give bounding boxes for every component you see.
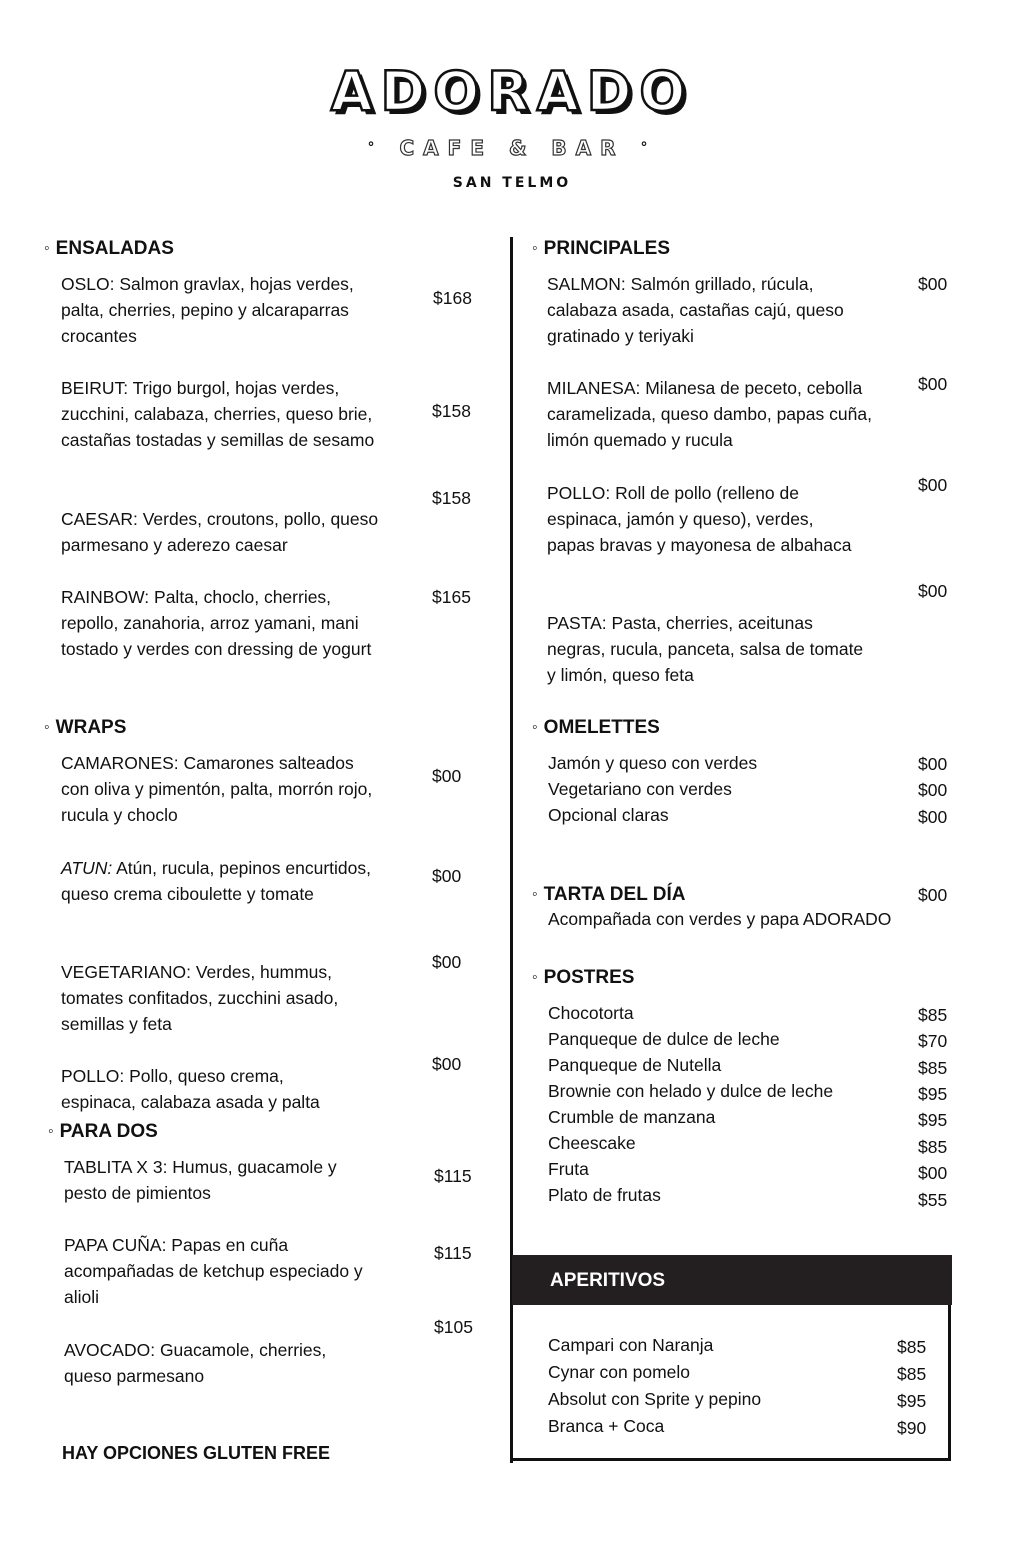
omelette-item: Opcional claras: [548, 805, 669, 825]
aperitivo-item: Campari con Naranja: [548, 1335, 714, 1355]
location: SAN TELMO: [452, 175, 572, 191]
menu-item-pasta: PASTA: Pasta, cherries, aceitunas negras, rucula, panceta, salsa de tomate y limón, queso feta: [547, 613, 864, 685]
menu-item-atun: ATUN: Atún, rucula, pepinos encurtidos, queso crema ciboulette y tomate: [61, 858, 371, 904]
omelette-price: $00: [918, 807, 948, 827]
price-milanesa: $00: [918, 374, 948, 394]
tarta-price: $00: [918, 885, 948, 905]
price-oslo: $168: [433, 288, 472, 308]
aperitivo-price: $95: [897, 1391, 927, 1411]
dessert-item: Panqueque de Nutella: [548, 1055, 722, 1075]
dessert-item: Fruta: [548, 1159, 589, 1179]
price-pasta: $00: [918, 581, 948, 601]
aperitivo-item: Branca + Coca: [548, 1416, 665, 1436]
dessert-price: $85: [918, 1137, 948, 1157]
tarta-description: Acompañada con verdes y papa ADORADO: [548, 909, 892, 929]
menu-item-camarones: CAMARONES: Camarones salteados con oliva y pimentón, palta, morrón rojo, rucula y choclo: [61, 753, 373, 825]
dessert-price: $85: [918, 1005, 948, 1025]
dessert-item: Brownie con helado y dulce de leche: [548, 1081, 834, 1101]
price-caesar: $158: [432, 488, 471, 508]
dessert-price: $70: [918, 1031, 948, 1051]
menu-item-milanesa: MILANESA: Milanesa de peceto, cebolla caramelizada, queso dambo, papas cuña, limón quemado y rucula: [547, 378, 872, 450]
menu-item-caesar: CAESAR: Verdes, croutons, pollo, queso parmesano y aderezo caesar: [61, 509, 379, 555]
aperitivo-item: Cynar con pomelo: [548, 1362, 691, 1382]
dessert-item: Chocotorta: [548, 1003, 634, 1023]
dessert-item: Panqueque de dulce de leche: [548, 1029, 780, 1049]
bullet-icon: ◦: [48, 1123, 54, 1140]
section-heading-tarta: ◦ TARTA DEL DÍA: [532, 884, 686, 905]
brand-logo: ADORADO: [330, 60, 694, 123]
section-heading-ensaladas: ◦ ENSALADAS: [44, 238, 174, 259]
tagline-dot-left: °: [367, 140, 384, 156]
price-vegetariano: $00: [432, 952, 462, 972]
aperitivo-item: Absolut con Sprite y pepino: [548, 1389, 762, 1409]
menu-item-vegetariano: VEGETARIANO: Verdes, hummus, tomates confitados, zucchini asado, semillas y feta: [61, 962, 339, 1034]
section-heading-postres: ◦ POSTRES: [532, 967, 635, 988]
dessert-price: $95: [918, 1084, 948, 1104]
menu-item-avocado: AVOCADO: Guacamole, cherries, queso parmesano: [64, 1340, 327, 1386]
price-beirut: $158: [432, 401, 471, 421]
price-papa-cuna: $115: [434, 1243, 472, 1263]
gluten-free-note: HAY OPCIONES GLUTEN FREE: [62, 1443, 331, 1463]
omelette-price: $00: [918, 780, 948, 800]
menu-item-pollo-wrap: POLLO: Pollo, queso crema, espinaca, calabaza asada y palta: [61, 1066, 320, 1112]
menu-item-rainbow: RAINBOW: Palta, choclo, cherries, repollo, zanahoria, arroz yamani, mani tostado y verdes con dressing de yogurt: [61, 587, 372, 659]
bullet-icon: ◦: [44, 719, 50, 736]
dessert-item: Crumble de manzana: [548, 1107, 716, 1127]
tagline-dot-right: °: [640, 140, 657, 156]
bullet-icon: ◦: [532, 240, 538, 257]
menu-item-salmon: SALMON: Salmón grillado, rúcula, calabaza asada, castañas cajú, queso gratinado y teriyaki: [547, 274, 844, 346]
menu-item-pollo-principal: POLLO: Roll de pollo (relleno de espinaca, jamón y queso), verdes, papas bravas y mayonesa de albahaca: [547, 483, 852, 555]
price-rainbow: $165: [432, 587, 471, 607]
menu-item-papa-cuna: PAPA CUÑA: Papas en cuña acompañadas de ketchup especiado y alioli: [64, 1235, 363, 1307]
tagline-text: CAFE & BAR: [399, 136, 625, 160]
price-atun: $00: [432, 866, 462, 886]
dessert-item: Cheescake: [548, 1133, 636, 1153]
price-avocado: $105: [434, 1317, 473, 1337]
omelette-item: Vegetariano con verdes: [548, 779, 732, 799]
section-heading-wraps: ◦ WRAPS: [44, 717, 127, 738]
price-tablita: $115: [434, 1166, 472, 1186]
section-heading-para-dos: ◦ PARA DOS: [48, 1121, 158, 1142]
aperitivo-price: $85: [897, 1337, 927, 1357]
menu-item-oslo: OSLO: Salmon gravlax, hojas verdes, palta, cherries, pepino y alcaraparras crocantes: [61, 274, 354, 346]
bullet-icon: ◦: [532, 969, 538, 986]
dessert-price: $85: [918, 1058, 948, 1078]
aperitivo-price: $90: [897, 1418, 927, 1438]
price-salmon: $00: [918, 274, 948, 294]
aperitivos-title: APERITIVOS: [550, 1270, 666, 1291]
aperitivo-price: $85: [897, 1364, 927, 1384]
section-heading-principales: ◦ PRINCIPALES: [532, 238, 671, 259]
bullet-icon: ◦: [532, 886, 538, 903]
bullet-icon: ◦: [44, 240, 50, 257]
price-pollo-principal: $00: [918, 475, 948, 495]
price-camarones: $00: [432, 766, 462, 786]
bullet-icon: ◦: [532, 719, 538, 736]
tagline: [0, 136, 1024, 160]
omelette-price: $00: [918, 754, 948, 774]
dessert-item: Plato de frutas: [548, 1185, 661, 1205]
dessert-price: $95: [918, 1110, 948, 1130]
price-pollo-wrap: $00: [432, 1054, 462, 1074]
dessert-price: $55: [918, 1190, 948, 1210]
dessert-price: $00: [918, 1163, 948, 1183]
section-heading-omelettes: ◦ OMELETTES: [532, 717, 660, 738]
menu-item-beirut: BEIRUT: Trigo burgol, hojas verdes, zucchini, calabaza, cherries, queso brie, castañas tostadas y semillas de sesamo: [61, 378, 375, 450]
omelette-item: Jamón y queso con verdes: [548, 753, 758, 773]
menu-item-tablita: TABLITA X 3: Humus, guacamole y pesto de pimientos: [64, 1157, 337, 1203]
